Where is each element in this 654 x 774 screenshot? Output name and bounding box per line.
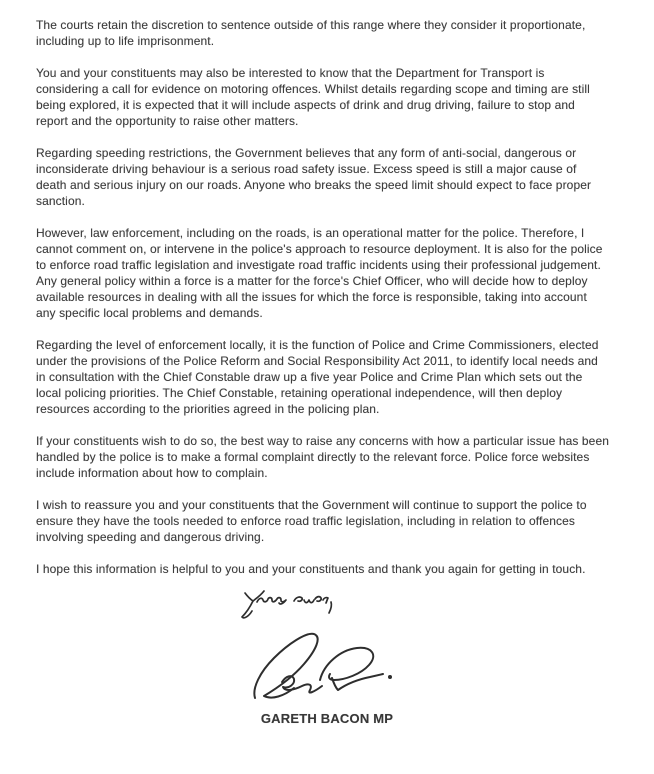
signatory-name: GARETH BACON MP [260,711,394,726]
text-line: sanction. [36,194,85,208]
text-line: report and the opportunity to raise other matters. [36,114,299,128]
text-line: death and serious injury on our roads. Anyone who breaks the speed limit should expect to face proper [36,178,592,192]
text-line: Any general policy within a force is a matter for the force's Chief Officer, who will decide how to deploy [36,274,588,288]
text-line: local policing priorities. The Chief Constable, retaining operational independence, will then deploy [36,386,563,400]
paragraph [36,17,634,49]
text-line: considering a call for evidence on motoring offences. Whilst details regarding scope and timing are still [36,82,590,96]
text-line: available resources in dealing with all the issues for which the force is responsible, taking into account [36,290,587,304]
text-line: being explored, it is expected that it will include aspects of drink and drug driving, failure to stop and [36,98,575,112]
text-line: including up to life imprisonment. [36,34,215,48]
text-line: include information about how to complain. [36,466,268,480]
paragraph [36,561,634,577]
text-line: to enforce road traffic legislation and investigate road traffic incidents using their professional judgement. [36,258,601,272]
text-line: If your constituents wish to do so, the best way to raise any concerns with how a particular issue has been [36,434,609,448]
text-line: You and your constituents may also be interested to know that the Department for Transport is [36,66,545,80]
paragraph [36,225,634,321]
closing-handwriting [241,589,347,625]
text-line: resources according to the priorities agreed in the policing plan. [36,402,380,416]
paragraph [36,337,634,417]
text-line: any specific local problems and demands. [36,306,263,320]
paragraph [36,497,634,545]
text-line: involving speeding and dangerous driving. [36,530,265,544]
text-line: cannot comment on, or intervene in the police's approach to resource deployment. It is also for the police [36,242,603,256]
letter-body [36,17,634,593]
signature [250,624,398,706]
text-line: under the provisions of the Police Reform and Social Responsibility Act 2011, to identify local needs and [36,354,598,368]
text-line: inconsiderate driving behaviour is a serious road safety issue. Excess speed is still a major cause of [36,162,577,176]
text-line: ensure they have the tools needed to enforce road traffic legislation, including in relation to offences [36,514,575,528]
text-line: handled by the police is to make a formal complaint directly to the relevant force. Police force websites [36,450,590,464]
paragraph [36,145,634,209]
text-line: I hope this information is helpful to you and your constituents and thank you again for getting in touch. [36,562,586,576]
paragraph [36,65,634,129]
paragraph [36,433,634,481]
text-line: The courts retain the discretion to sentence outside of this range where they consider it proportionate, [36,18,586,32]
text-line: Regarding the level of enforcement locally, it is the function of Police and Crime Commissioners, elected [36,338,599,352]
text-line: However, law enforcement, including on the roads, is an operational matter for the police. Therefore, I [36,226,585,240]
text-line: in consultation with the Chief Constable draw up a five year Police and Crime Plan which sets out the [36,370,583,384]
text-line: Regarding speeding restrictions, the Government believes that any form of anti-social, dangerous or [36,146,577,160]
text-line: I wish to reassure you and your constituents that the Government will continue to support the police to [36,498,587,512]
